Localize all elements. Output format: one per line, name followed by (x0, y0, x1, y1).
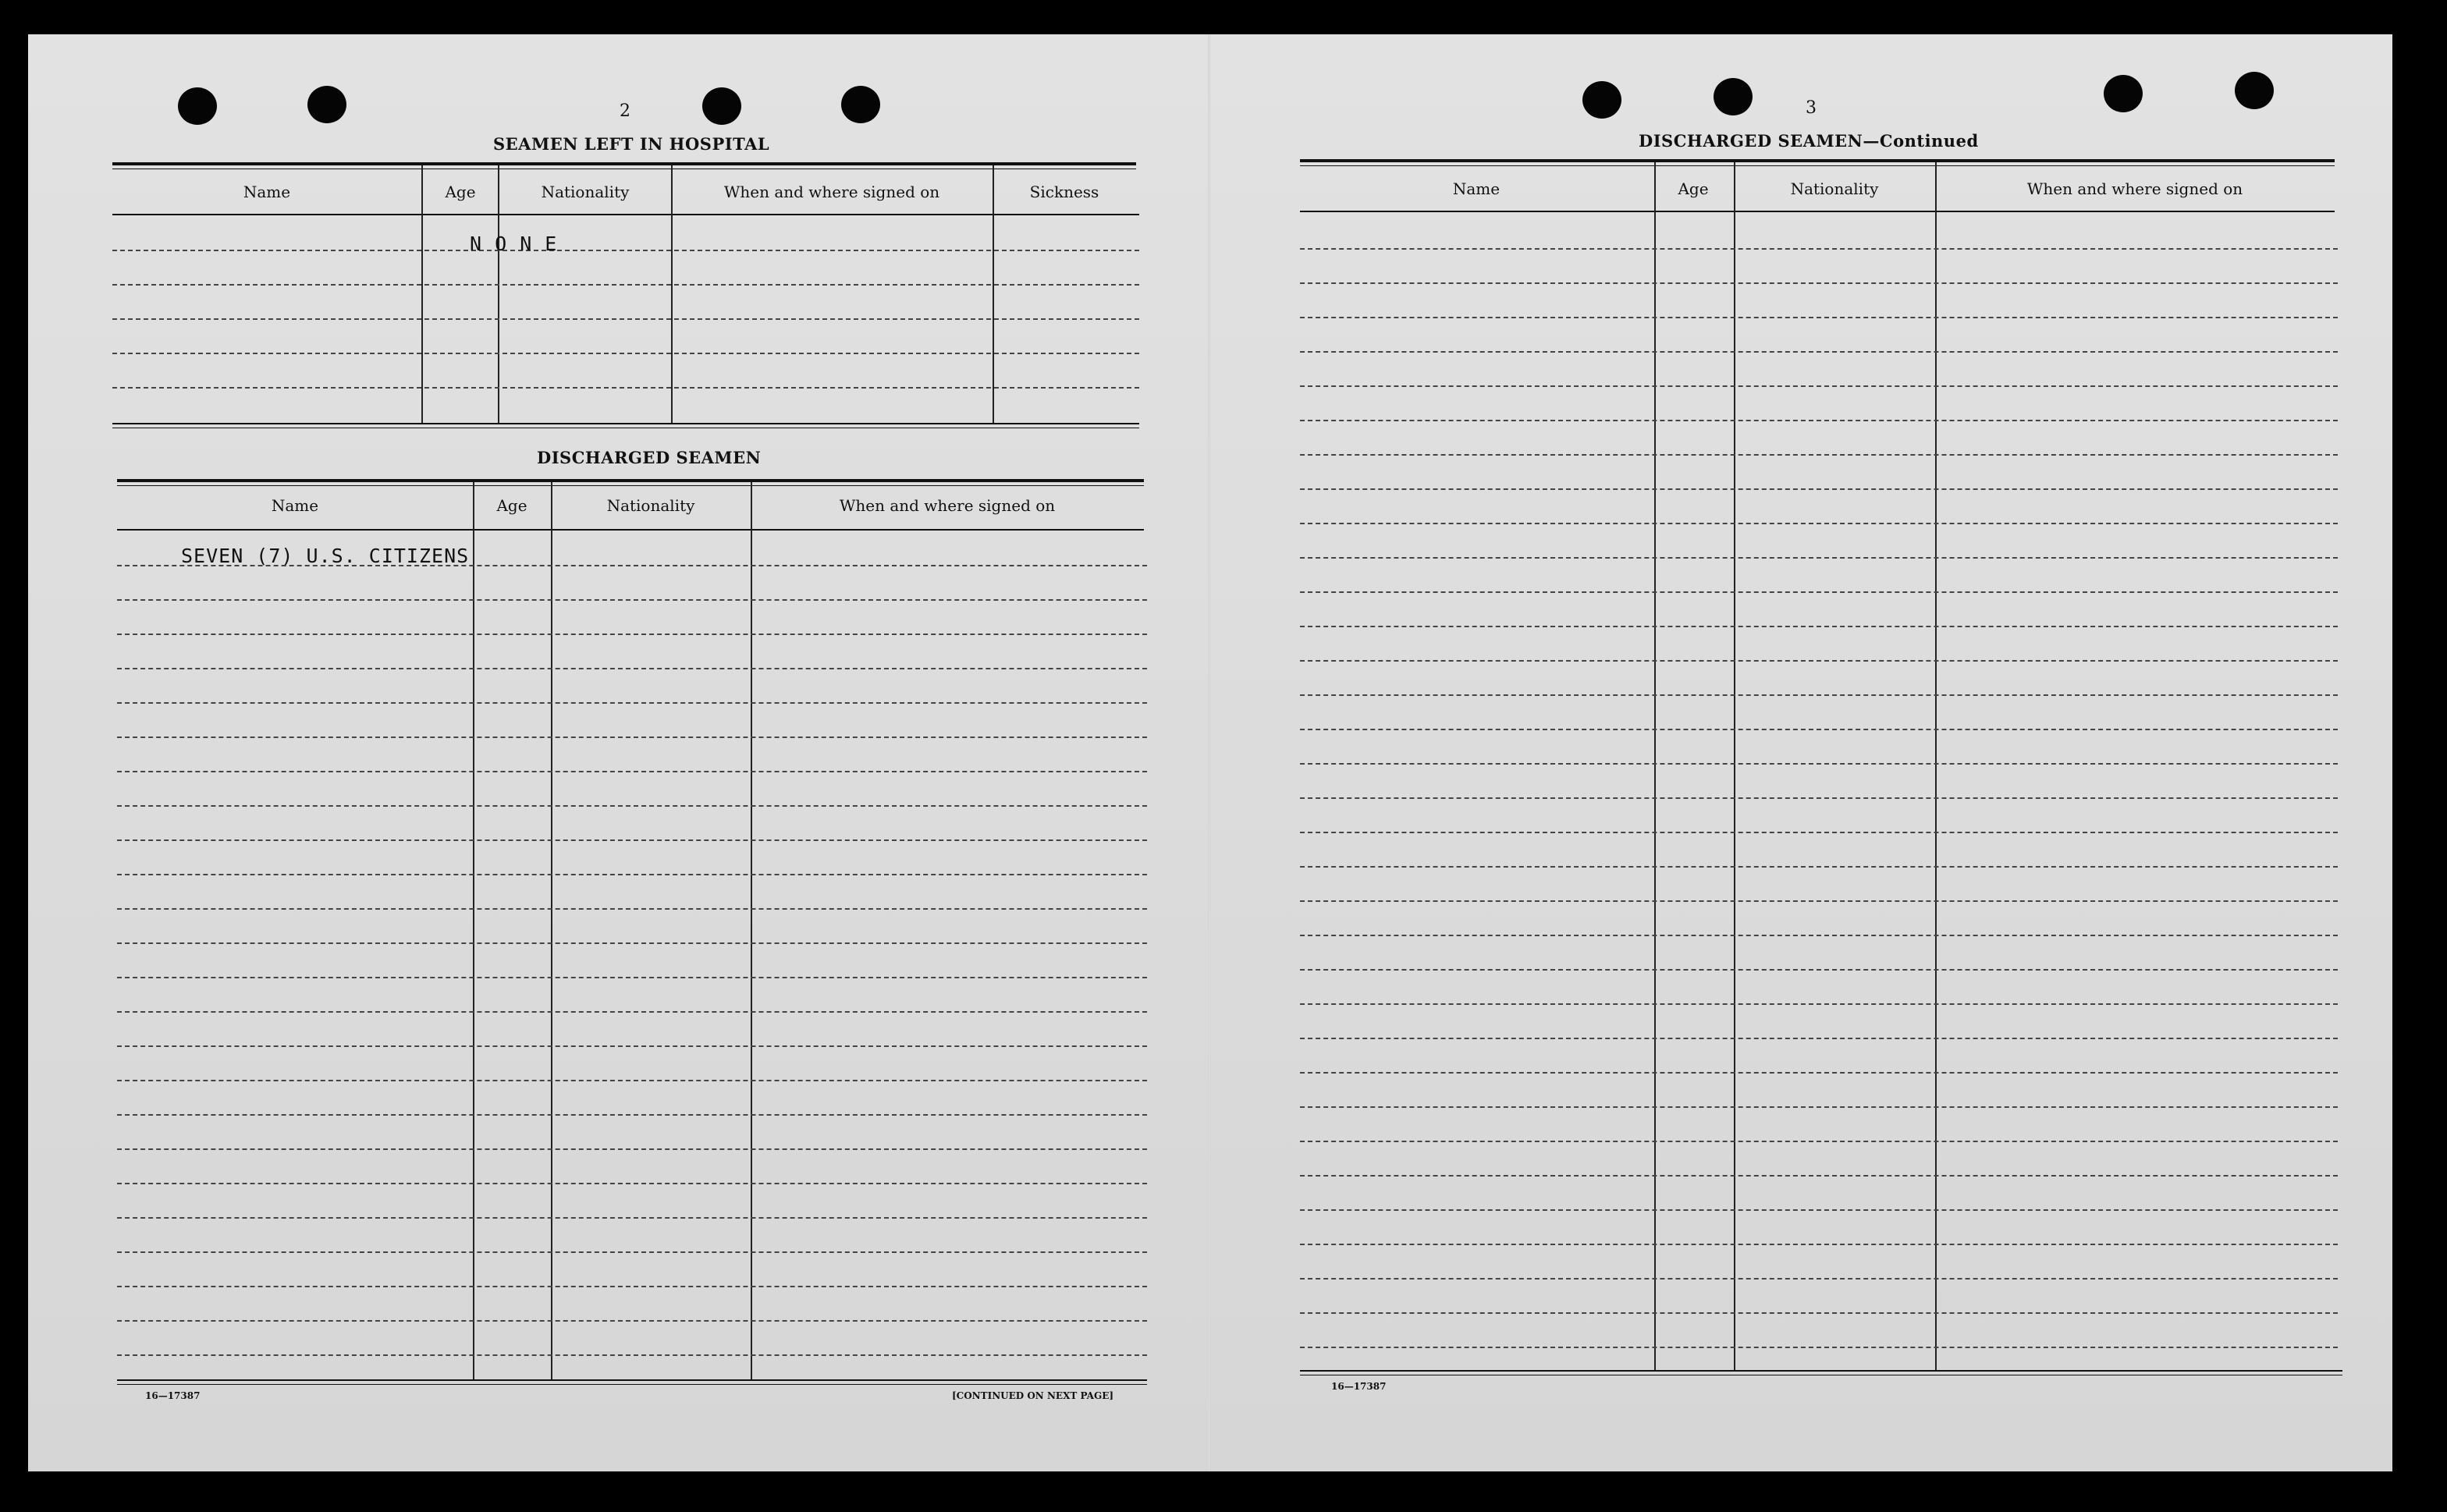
discharged-top-rule-thin (117, 485, 1144, 486)
row-line (1300, 626, 2338, 627)
row-line (117, 1080, 1147, 1081)
hospital-row-line (112, 353, 1139, 354)
row-line (1300, 523, 2338, 524)
row-line (1300, 1106, 2338, 1108)
punch-hole (2235, 72, 2274, 109)
discharged-entry: SEVEN (7) U.S. CITIZENS (181, 545, 470, 567)
right-col-age: Age (1678, 179, 1709, 198)
row-line (1300, 488, 2338, 490)
right-col-divider (1935, 162, 1937, 1372)
row-line (1300, 1244, 2338, 1245)
row-line (1300, 729, 2338, 730)
page-fold (1208, 34, 1210, 1471)
hospital-section-title: SEAMEN LEFT IN HOSPITAL (493, 134, 770, 154)
hospital-col-signed-on: When and where signed on (723, 183, 940, 201)
row-line (1300, 454, 2338, 456)
hospital-row-line (112, 318, 1139, 320)
page-number: 2 (620, 101, 630, 121)
right-col-signed-on: When and where signed on (2026, 179, 2243, 198)
row-line (117, 1286, 1147, 1287)
row-line (117, 634, 1147, 635)
row-line (117, 668, 1147, 669)
row-line (117, 805, 1147, 807)
right-col-name: Name (1452, 179, 1501, 198)
row-line (1300, 1141, 2338, 1142)
row-line (1300, 866, 2338, 868)
row-line (1300, 1003, 2338, 1005)
row-line (117, 736, 1147, 738)
row-line (1300, 351, 2338, 353)
right-top-rule (1300, 159, 2335, 162)
hospital-col-divider (993, 165, 994, 423)
row-line (1300, 797, 2338, 799)
row-line (117, 1320, 1147, 1322)
punch-hole (841, 86, 880, 123)
hospital-entry: N O N E (470, 232, 558, 255)
row-line (117, 977, 1147, 978)
row-line (117, 942, 1147, 944)
right-header-rule (1300, 211, 2335, 212)
row-line (1300, 969, 2338, 971)
row-line (1300, 694, 2338, 696)
row-line (1300, 591, 2338, 593)
row-line (117, 771, 1147, 772)
discharged-bottom-rule (117, 1379, 1147, 1381)
punch-hole (1582, 81, 1621, 119)
row-line (117, 1251, 1147, 1253)
discharged-col-age: Age (496, 496, 527, 515)
row-line (117, 1148, 1147, 1150)
row-line (1300, 248, 2338, 250)
row-line (1300, 282, 2338, 284)
row-line (1300, 1072, 2338, 1074)
continued-note: [CONTINUED ON NEXT PAGE] (952, 1390, 1114, 1401)
row-line (1300, 1175, 2338, 1177)
row-line (117, 599, 1147, 601)
hospital-col-age: Age (445, 183, 476, 201)
row-line (1300, 1038, 2338, 1039)
row-line (1300, 832, 2338, 833)
hospital-bottom-rule (112, 423, 1139, 424)
discharged-col-signed-on: When and where signed on (839, 496, 1056, 515)
row-line (117, 1354, 1147, 1356)
discharged-section-title: DISCHARGED SEAMEN (537, 448, 762, 467)
row-line (1300, 1347, 2338, 1348)
row-line (117, 1011, 1147, 1013)
right-top-rule-thin (1300, 165, 2335, 166)
punch-hole (702, 87, 741, 125)
row-line (1300, 900, 2338, 902)
discharged-top-rule (117, 479, 1144, 482)
page-number: 3 (1806, 98, 1817, 118)
row-line (1300, 1278, 2338, 1280)
row-line (117, 1183, 1147, 1184)
discharged-col-divider (551, 482, 552, 1381)
hospital-header-rule (112, 214, 1139, 215)
row-line (1300, 385, 2338, 387)
right-col-nationality: Nationality (1790, 179, 1879, 198)
right-col-divider (1654, 162, 1656, 1372)
row-line (117, 1217, 1147, 1219)
discharged-col-divider (751, 482, 752, 1381)
row-line (1300, 420, 2338, 421)
punch-hole (178, 87, 217, 125)
hospital-top-rule (112, 162, 1136, 165)
row-line (117, 839, 1147, 841)
discharged-bottom-rule-2 (117, 1384, 1147, 1385)
row-line (117, 908, 1147, 910)
form-number: 16—17387 (145, 1390, 201, 1401)
hospital-row-line (112, 387, 1139, 389)
row-line (117, 1114, 1147, 1116)
discharged-col-nationality: Nationality (606, 496, 695, 515)
hospital-col-nationality: Nationality (541, 183, 630, 201)
discharged-col-divider (473, 482, 474, 1381)
form-number: 16—17387 (1331, 1381, 1387, 1392)
hospital-row-line (112, 284, 1139, 286)
discharged-header-rule (117, 529, 1144, 531)
row-line (1300, 660, 2338, 662)
hospital-row-line (112, 250, 1139, 251)
row-line (1300, 557, 2338, 559)
row-line (1300, 763, 2338, 765)
row-line (1300, 1209, 2338, 1211)
punch-hole (2104, 75, 2143, 112)
row-line (117, 702, 1147, 704)
discharged-col-name: Name (271, 496, 319, 515)
discharged-continued-title-text: DISCHARGED SEAMEN—Continued (1639, 131, 1979, 151)
right-col-divider (1734, 162, 1735, 1372)
punch-hole (307, 86, 346, 123)
row-line (117, 874, 1147, 875)
hospital-col-divider (421, 165, 423, 423)
punch-hole (1714, 78, 1753, 115)
hospital-col-name: Name (243, 183, 291, 201)
right-bottom-rule (1300, 1370, 2342, 1372)
row-line (1300, 1312, 2338, 1314)
discharged-continued-title (1639, 131, 1979, 151)
row-line (1300, 935, 2338, 936)
hospital-col-divider (671, 165, 673, 423)
hospital-col-sickness: Sickness (1029, 183, 1099, 201)
hospital-col-divider (498, 165, 499, 423)
row-line (1300, 317, 2338, 318)
row-line (117, 1045, 1147, 1047)
